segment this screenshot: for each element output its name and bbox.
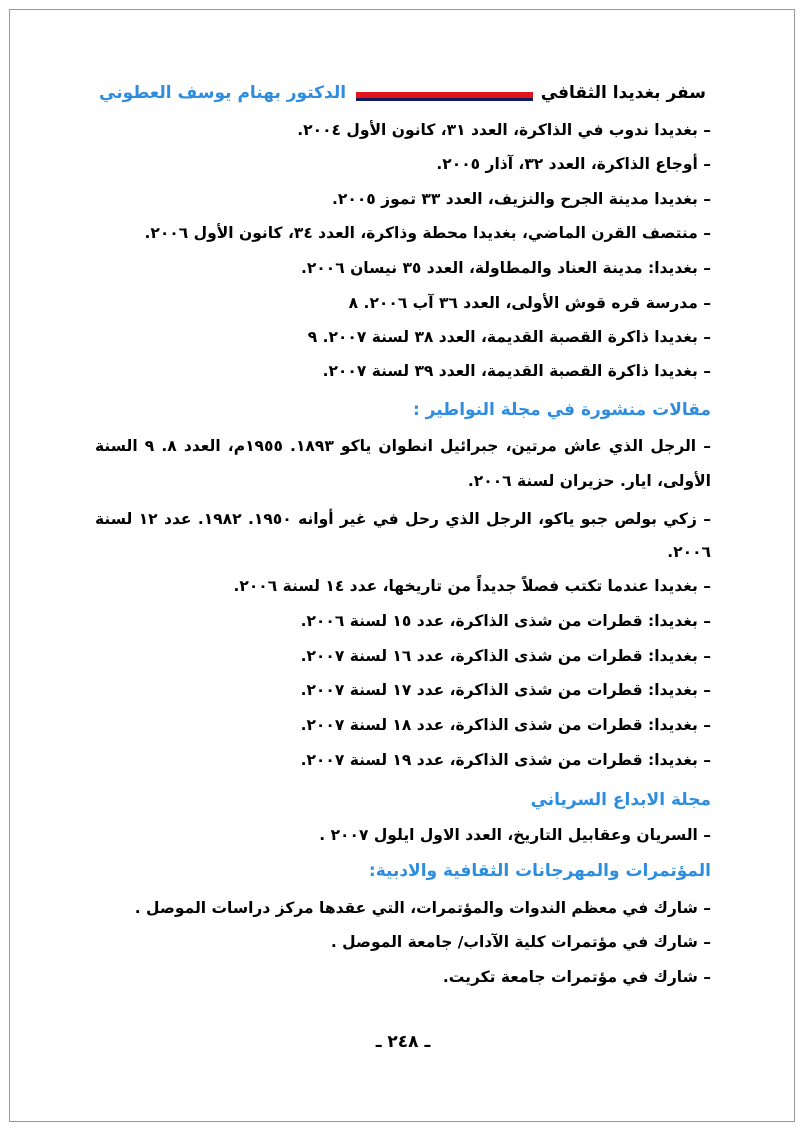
list-item: – زكي بولص جبو ياكو، الرجل الذي رحل في غير أوانه ١٩٥٠. ١٩٨٢. عدد ١٢ لسنة bbox=[95, 510, 711, 528]
book-title: سفر بغديدا الثقافي bbox=[533, 80, 710, 106]
section-heading-nawateer: مقالات منشورة في مجلة النواطير : bbox=[412, 400, 711, 420]
page-number: ـ ٢٤٨ ـ bbox=[375, 1032, 431, 1052]
list-item: – شارك في مؤتمرات جامعة تكريت. bbox=[442, 968, 711, 986]
list-item: – شارك في معظم الندوات والمؤتمرات، التي عقدها مركز دراسات الموصل . bbox=[134, 899, 711, 917]
list-item: – أوجاع الذاكرة، العدد ٣٢، آذار ٢٠٠٥. bbox=[436, 155, 711, 173]
section-heading-ibdaa: مجلة الابداع السرياني bbox=[530, 790, 711, 810]
list-item: – بغديدا: قطرات من شذى الذاكرة، عدد ١٥ لسنة ٢٠٠٦. bbox=[300, 612, 711, 630]
list-item: – منتصف القرن الماضي، بغديدا محطة وذاكرة، العدد ٣٤، كانون الأول ٢٠٠٦. bbox=[144, 224, 711, 242]
list-item: – بغديدا مدينة الجرح والنزيف، العدد ٣٣ تموز ٢٠٠٥. bbox=[332, 190, 711, 208]
section-heading-conferences: المؤتمرات والمهرجانات الثقافية والادبية: bbox=[368, 861, 711, 881]
list-item: – بغديدا: مدينة العناد والمطاولة، العدد ٣٥ نيسان ٢٠٠٦. bbox=[300, 259, 711, 277]
list-item: – بغديدا: قطرات من شذى الذاكرة، عدد ١٩ لسنة ٢٠٠٧. bbox=[300, 751, 711, 769]
list-item: – بغديدا: قطرات من شذى الذاكرة، عدد ١٧ لسنة ٢٠٠٧. bbox=[300, 681, 711, 699]
list-item: – بغديدا: قطرات من شذى الذاكرة، عدد ١٦ لسنة ٢٠٠٧. bbox=[300, 647, 711, 665]
list-item-continuation: الأولى، ايار. حزيران لسنة ٢٠٠٦. bbox=[467, 472, 711, 490]
list-item: – بغديدا ندوب في الذاكرة، العدد ٣١، كانون الأول ٢٠٠٤. bbox=[297, 121, 711, 139]
list-item: – مدرسة قره قوش الأولى، العدد ٣٦ آب ٢٠٠٦. ٨ bbox=[348, 294, 711, 312]
list-item-continuation: ٢٠٠٦. bbox=[667, 543, 711, 561]
list-item: – شارك في مؤتمرات كلية الآداب/ جامعة الموصل . bbox=[330, 933, 711, 951]
list-item: – الرجل الذي عاش مرتين، جبرائيل انطوان ياكو ١٨٩٣. ١٩٥٥م، العدد ٨. ٩ السنة bbox=[95, 437, 711, 455]
list-item: – السريان وعقابيل التاريخ، العدد الاول ايلول ٢٠٠٧ . bbox=[319, 826, 711, 844]
page-frame bbox=[9, 9, 795, 1122]
list-item: – بغديدا ذاكرة القصبة القديمة، العدد ٣٩ لسنة ٢٠٠٧. bbox=[322, 362, 711, 380]
author-name: الدكتور بهنام يوسف العطوني bbox=[95, 80, 356, 106]
list-item: – بغديدا عندما تكتب فصلاً جديداً من تاريخها، عدد ١٤ لسنة ٢٠٠٦. bbox=[233, 577, 711, 595]
list-item: – بغديدا: قطرات من شذى الذاكرة، عدد ١٨ لسنة ٢٠٠٧. bbox=[300, 716, 711, 734]
page-header bbox=[95, 80, 710, 110]
list-item: – بغديدا ذاكرة القصبة القديمة، العدد ٣٨ لسنة ٢٠٠٧. ٩ bbox=[307, 328, 711, 346]
